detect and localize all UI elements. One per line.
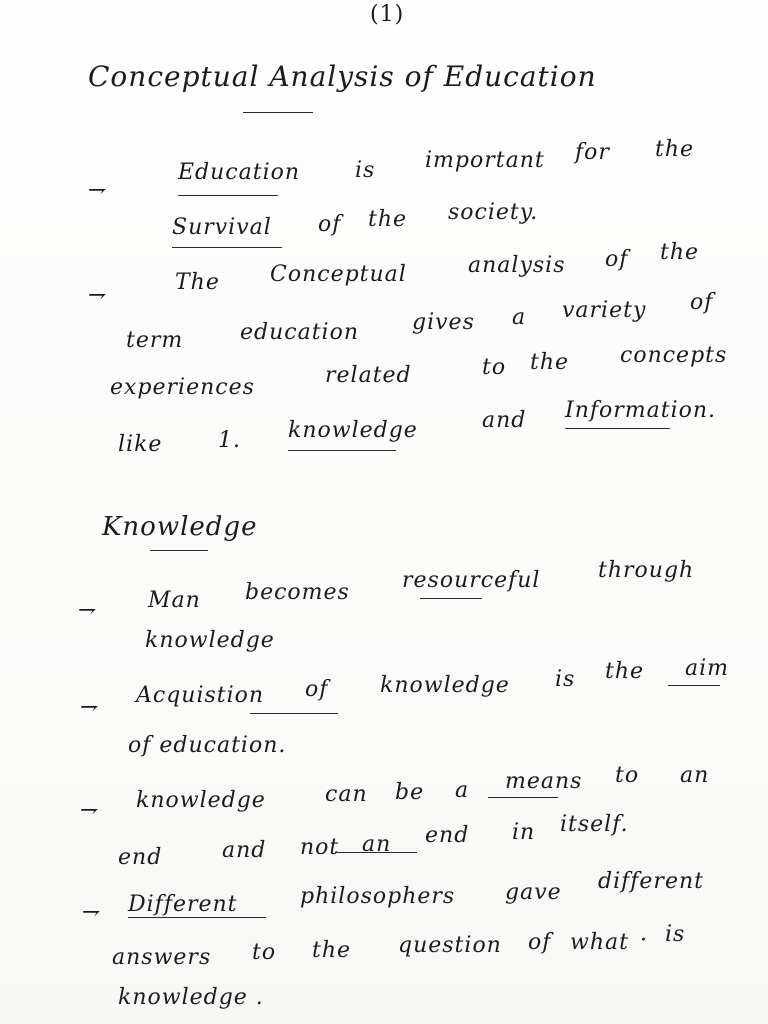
word: for — [575, 140, 610, 165]
word: different — [598, 869, 704, 894]
word: variety — [562, 298, 647, 323]
word: concepts — [620, 343, 728, 368]
word: becomes — [245, 580, 350, 605]
word: of — [528, 930, 552, 955]
word: aim — [685, 656, 730, 681]
word: means — [505, 769, 583, 794]
word: the — [368, 207, 408, 232]
word: a — [512, 305, 527, 330]
word: end — [425, 823, 470, 848]
word: of education. — [128, 733, 287, 758]
word: is — [355, 158, 376, 183]
word: like — [118, 432, 163, 457]
page-number: (1) — [370, 2, 405, 27]
word: Survival — [172, 215, 272, 240]
word: gave — [505, 880, 562, 905]
word: the — [655, 137, 695, 162]
bullet-arrow-icon: ⇁ — [82, 900, 101, 925]
heading-underline — [150, 550, 208, 551]
word: knowledge — [288, 418, 418, 443]
section-heading: Knowledge — [102, 512, 258, 542]
word: society. — [448, 200, 539, 225]
bullet-arrow-icon: ⇁ — [78, 598, 97, 623]
underline — [178, 195, 278, 196]
word: knowledge — [136, 788, 266, 813]
page-title: Conceptual Analysis of Education — [88, 60, 597, 93]
word: be — [395, 780, 425, 805]
word: through — [598, 558, 695, 583]
word: education — [240, 320, 359, 345]
word: related — [325, 363, 412, 388]
word: end — [118, 845, 163, 870]
underline — [488, 797, 558, 798]
underline — [128, 917, 266, 918]
word: answers — [112, 945, 212, 970]
underline — [565, 428, 670, 429]
word: Acquistion — [136, 683, 265, 708]
word: the — [530, 350, 570, 375]
word: Different — [128, 892, 238, 917]
word: of — [690, 290, 714, 315]
word: can — [325, 782, 368, 807]
word: Man — [148, 588, 201, 613]
word: to — [482, 355, 507, 380]
word: not — [300, 835, 340, 860]
word: is — [555, 667, 576, 692]
underline — [420, 598, 482, 599]
word: · — [640, 928, 648, 953]
bullet-arrow-icon: ⇁ — [80, 798, 99, 823]
word: and — [482, 408, 527, 433]
word: of — [305, 677, 329, 702]
word: Conceptual — [270, 262, 407, 287]
word: resourceful — [402, 568, 541, 593]
word: gives — [412, 310, 475, 335]
underline — [250, 713, 338, 714]
title-underline — [243, 112, 313, 113]
bullet-arrow-icon: ⇁ — [88, 178, 107, 203]
underline — [172, 247, 282, 248]
word: analysis — [468, 253, 566, 278]
word: Information. — [565, 398, 717, 423]
word: itself. — [560, 812, 629, 837]
word: of — [318, 212, 342, 237]
word: to — [252, 940, 277, 965]
underline — [335, 852, 417, 853]
word: in — [512, 820, 536, 845]
underline — [288, 450, 396, 451]
word: term — [126, 328, 184, 353]
word: a — [455, 778, 470, 803]
word: Education — [178, 160, 301, 185]
word: the — [660, 240, 700, 265]
word: is — [665, 922, 686, 947]
word: philosophers — [300, 884, 456, 909]
word: important — [425, 148, 545, 173]
bullet-arrow-icon: ⇁ — [80, 695, 99, 720]
underline — [668, 685, 720, 686]
word: and — [222, 838, 267, 863]
word: knowledge . — [118, 985, 264, 1010]
word: knowledge — [380, 673, 510, 698]
word: question — [398, 933, 502, 958]
word: The — [175, 270, 220, 295]
word: to — [615, 763, 640, 788]
word: experiences — [110, 375, 255, 400]
word: what — [570, 930, 629, 955]
word: an — [362, 832, 392, 857]
word: the — [605, 659, 645, 684]
word: of — [605, 247, 629, 272]
word: the — [312, 938, 352, 963]
word: knowledge — [145, 628, 275, 653]
word: an — [680, 763, 710, 788]
bullet-arrow-icon: ⇁ — [88, 283, 107, 308]
word: 1. — [218, 428, 241, 453]
